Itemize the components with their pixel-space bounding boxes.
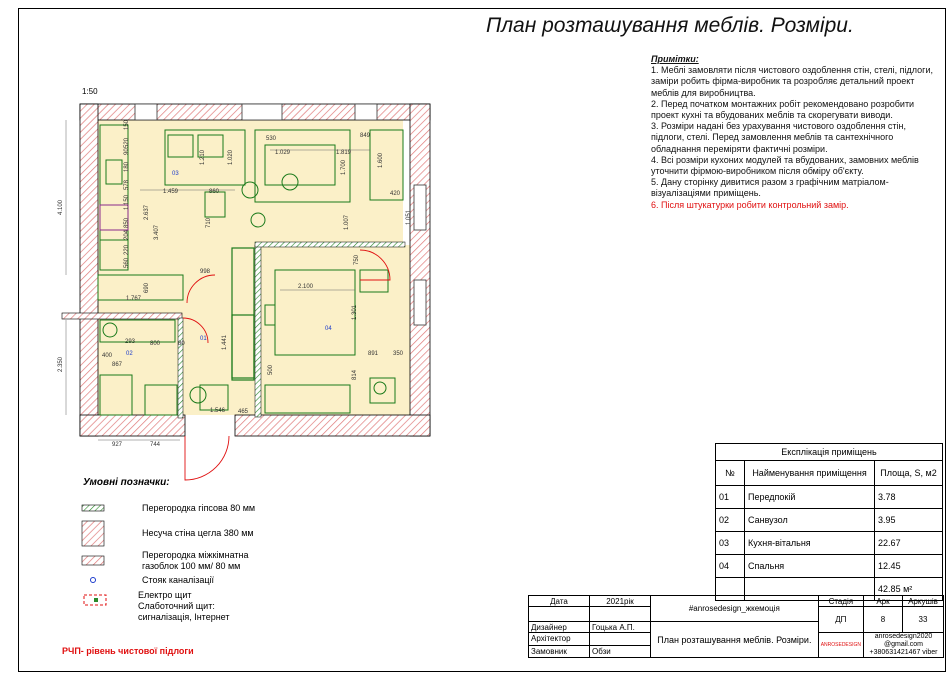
svg-text:2.637: 2.637 [144,204,150,220]
legend-gasblock-symbol [82,556,104,565]
explication-table: Експлікація приміщень № Найменування приміщення Площа, S, м2 01 Передпокій 3.78 02 Санвузол 3.95 03 Кухня-вітальня 22.67 04 Спальня 12.45 42.85 м² [715,443,943,601]
legend-gasblock-label: Перегородка міжкімнатна газоблок 100 мм/ 80 мм [142,550,249,571]
legend-lowcur-label: Слаботочний щит: сигналізація, Інтернет [138,601,230,622]
svg-text:1.700: 1.700 [341,159,347,175]
legend-stack-symbol [91,578,96,583]
svg-text:2.100: 2.100 [298,284,314,290]
table-row: 03 Кухня-вітальня 22.67 [716,532,943,555]
note-item: 4. Всі розміри кухоних модулей та вбудованих, замовних меблів уточнити фірмою-виробником після обміру об'єкту. [651,154,919,177]
hall-floor [180,275,260,415]
notes-block [651,54,941,211]
svg-text:750: 750 [354,254,360,265]
svg-text:02: 02 [126,351,133,357]
window [355,104,377,120]
svg-text:1.150: 1.150 [124,194,130,210]
svg-text:01: 01 [200,336,207,342]
svg-text:03: 03 [172,171,179,177]
svg-text:744: 744 [150,442,161,448]
svg-text:420: 420 [390,191,401,197]
svg-text:350: 350 [393,351,404,357]
svg-text:293: 293 [125,339,136,345]
svg-text:1.441: 1.441 [222,334,228,350]
svg-text:578: 578 [124,179,130,190]
note-item: 5. Дану сторінку дивитися разом з графічним матріалом-візуалізаціями приміщень. [651,177,889,199]
sheet-title: План розташування меблів. Розміри. [651,622,819,658]
svg-text:560: 560 [124,257,130,268]
svg-text:710: 710 [206,217,212,228]
legend-brick-symbol [82,521,104,546]
svg-text:1.007: 1.007 [344,214,350,230]
svg-text:927: 927 [112,442,123,448]
wall-right [410,104,430,436]
project-tag: #anrosedesign_жкемоція [651,596,819,622]
legend-elec-label: Електро щит [138,590,192,600]
svg-text:690: 690 [144,282,150,293]
svg-text:1.301: 1.301 [352,304,358,320]
explication-title: Експлікація приміщень [716,444,943,461]
note-item: 2. Перед початком монтажних робіт рекомендовано розробити проект кухні та вбудованих меблів та скорегувати виводи. [651,98,915,121]
contact-phone: +380631421467 viber [869,649,938,656]
note-item: 1. Меблі замовляти після чистового оздоблення стін, стелі, підлоги, заміри робить фірма-виробник та розробляє детальний проект меблів для виробництва. [651,65,933,98]
legend-gypsum-label: Перегородка гіпсова 80 мм [142,503,256,513]
svg-text:80: 80 [178,341,185,347]
svg-text:150: 150 [124,119,130,130]
table-row: 04 Спальня 12.45 [716,555,943,578]
table-row: 02 Санвузол 3.95 [716,509,943,532]
svg-text:1.459: 1.459 [163,189,179,195]
svg-text:998: 998 [200,269,211,275]
svg-text:849: 849 [360,133,371,139]
svg-text:891: 891 [368,351,379,357]
wall-left [80,104,98,436]
legend-gypsum-symbol [82,505,104,511]
svg-text:1.210: 1.210 [200,149,206,165]
contact-email-2: @gmail.com [883,641,923,648]
entrance-door [185,436,229,480]
svg-text:2.350: 2.350 [58,356,64,372]
wall-bottom-right [235,415,430,436]
legend-stack-label: Стояк каналізації [142,575,214,585]
svg-text:500: 500 [268,364,274,375]
page-title: План розташування меблів. Розміри. [486,14,854,37]
legend-title: Умовні позначки: [83,477,170,488]
svg-text:1.767: 1.767 [126,296,142,302]
note-item-warning: 6. Після штукатурки робити контрольний замір. [651,199,849,210]
contact-email-1: anrosedesign2020 [874,633,933,640]
svg-text:204: 204 [124,229,130,240]
svg-text:860: 860 [209,189,220,195]
svg-text:220: 220 [124,244,130,255]
notes-heading: Примітки: [651,54,699,64]
svg-text:867: 867 [112,362,123,368]
svg-text:1.020: 1.020 [228,149,234,165]
svg-text:04: 04 [325,326,332,332]
svg-text:1.051: 1.051 [406,209,412,225]
svg-text:800: 800 [150,341,161,347]
note-item: 3. Розміри надані без урахування чистового оздоблення стін, підлоги, стелі. Перед замовлення меблів та сантехнічного обладнання переміряти фактичні розміри. [651,121,906,154]
svg-text:1.029: 1.029 [275,150,291,156]
table-row: 01 Передпокій 3.78 [716,486,943,509]
svg-text:530: 530 [266,136,277,142]
svg-text:1.546: 1.546 [210,408,226,414]
svg-text:4.100: 4.100 [58,199,64,215]
svg-text:520: 520 [124,137,130,148]
legend-brick-label: Несуча стіна цегла 380 мм [142,528,254,538]
bath-floor [98,315,180,415]
svg-text:3.407: 3.407 [154,224,160,240]
partition-gasblock [255,245,261,417]
svg-text:1.819: 1.819 [336,150,352,156]
total-area: 42.85 м² [875,578,943,601]
finish-floor-note: РЧП- рівень чистової підлоги [62,646,194,656]
window [242,104,282,120]
svg-text:90: 90 [124,148,130,155]
svg-text:465: 465 [238,409,249,415]
logo: ANROSEDESIGN [818,633,863,658]
svg-text:400: 400 [102,353,113,359]
wall-bottom-left [80,415,185,436]
svg-text:180: 180 [124,161,130,172]
window [135,104,157,120]
title-block: Дата 2021рік #anrosedesign_жкемоція Стадія Арк Аркушів ДП 8 33 Дизайнер Гоцька А.П. План розташування меблів. Розміри. Архітектор ANROSEDESIGN anrosedesign2020 @gmail.com +380631421467 viber Замовник Обзи [528,595,944,658]
scale-label: 1:50 [82,87,98,96]
svg-text:1.600: 1.600 [378,152,384,168]
svg-text:814: 814 [352,369,358,380]
svg-text:850: 850 [124,217,130,228]
